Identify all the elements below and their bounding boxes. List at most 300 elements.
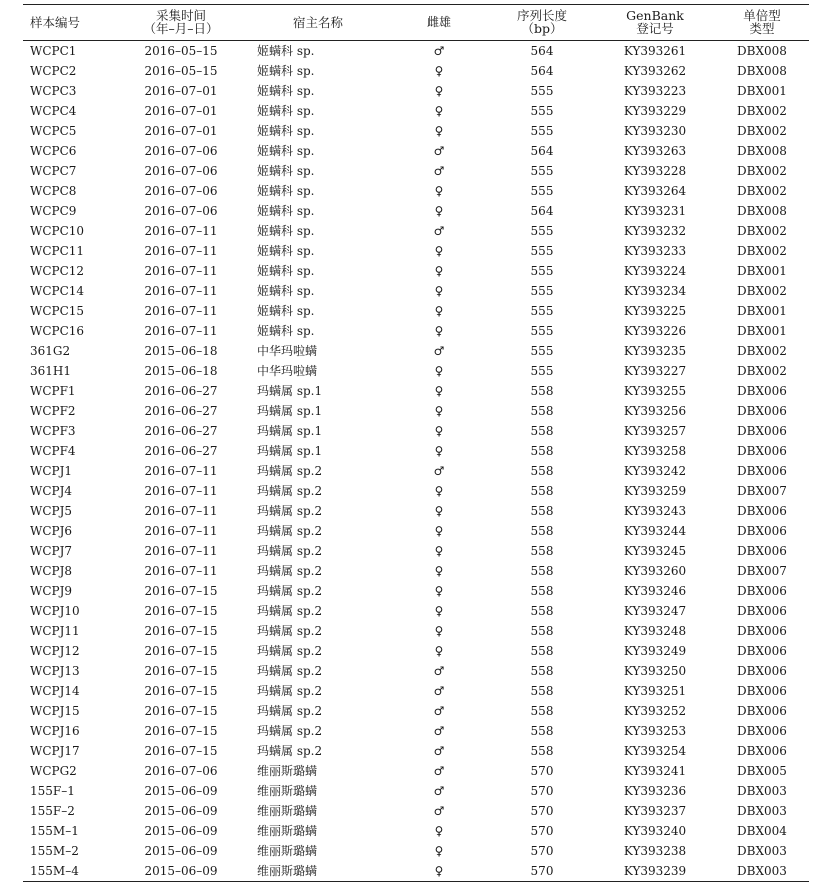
cell-sequence-length: 555 xyxy=(530,164,554,178)
cell-collection-date: 2016–07–01 xyxy=(144,104,218,118)
cell-sample-id: 155M–4 xyxy=(30,864,79,878)
table-row xyxy=(23,821,809,841)
cell-host-name: 中华玛啦螨 xyxy=(257,364,318,378)
cell-sequence-length: 555 xyxy=(530,324,554,338)
cell-sample-id: WCPF3 xyxy=(30,424,76,438)
cell-haplotype: DBX008 xyxy=(737,204,787,218)
cell-sex: ♀ xyxy=(434,264,444,278)
cell-sample-id: WCPJ12 xyxy=(30,644,80,658)
cell-sex: ♀ xyxy=(434,604,444,618)
cell-collection-date: 2016–07–15 xyxy=(144,664,218,678)
table-body xyxy=(23,41,809,882)
cell-sample-id: WCPF1 xyxy=(30,384,76,398)
table-row xyxy=(23,341,809,361)
cell-haplotype: DBX006 xyxy=(737,584,787,598)
cell-sequence-length: 558 xyxy=(530,464,554,478)
cell-sample-id: WCPG2 xyxy=(30,764,77,778)
cell-collection-date: 2016–07–06 xyxy=(144,144,218,158)
cell-collection-date: 2016–05–15 xyxy=(144,44,218,58)
cell-host-name: 玛螨属 sp.2 xyxy=(257,604,323,618)
cell-genbank-accession: KY393223 xyxy=(623,84,687,98)
table-row xyxy=(23,281,809,301)
cell-sex: ♀ xyxy=(434,564,444,578)
cell-sequence-length: 558 xyxy=(530,424,554,438)
cell-sex: ♀ xyxy=(434,204,444,218)
cell-sample-id: 155F–1 xyxy=(30,784,75,798)
cell-sex: ♀ xyxy=(434,304,444,318)
cell-haplotype: DBX008 xyxy=(737,44,787,58)
cell-sample-id: WCPC6 xyxy=(30,144,77,158)
table-row xyxy=(23,461,809,481)
header-collection-date: 采集时间 （年–月–日） xyxy=(143,8,219,36)
table-row xyxy=(23,541,809,561)
cell-haplotype: DBX006 xyxy=(737,704,787,718)
cell-sex: ♂ xyxy=(433,744,445,758)
table-row xyxy=(23,561,809,581)
cell-sex: ♀ xyxy=(434,284,444,298)
cell-sample-id: WCPC10 xyxy=(30,224,85,238)
table-row xyxy=(23,41,809,62)
cell-sex: ♂ xyxy=(433,144,445,158)
cell-sequence-length: 570 xyxy=(530,824,554,838)
cell-genbank-accession: KY393239 xyxy=(623,864,687,878)
cell-collection-date: 2016–07–01 xyxy=(144,124,218,138)
cell-haplotype: DBX006 xyxy=(737,524,787,538)
cell-haplotype: DBX002 xyxy=(737,184,787,198)
table-row xyxy=(23,601,809,621)
cell-genbank-accession: KY393264 xyxy=(623,184,687,198)
cell-host-name: 玛螨属 sp.2 xyxy=(257,544,323,558)
cell-haplotype: DBX001 xyxy=(737,264,787,278)
cell-sequence-length: 558 xyxy=(530,624,554,638)
cell-genbank-accession: KY393263 xyxy=(623,144,687,158)
cell-haplotype: DBX006 xyxy=(737,744,787,758)
cell-genbank-accession: KY393262 xyxy=(623,64,687,78)
cell-genbank-accession: KY393254 xyxy=(623,744,687,758)
cell-sequence-length: 558 xyxy=(530,684,554,698)
cell-sex: ♂ xyxy=(433,804,445,818)
cell-genbank-accession: KY393250 xyxy=(623,664,687,678)
table-row xyxy=(23,581,809,601)
cell-sex: ♀ xyxy=(434,624,444,638)
cell-genbank-accession: KY393231 xyxy=(623,204,687,218)
cell-sequence-length: 558 xyxy=(530,404,554,418)
table-row xyxy=(23,441,809,461)
cell-sex: ♀ xyxy=(434,644,444,658)
cell-haplotype: DBX003 xyxy=(737,804,787,818)
cell-host-name: 玛螨属 sp.2 xyxy=(257,724,323,738)
cell-sample-id: WCPC11 xyxy=(30,244,85,258)
cell-genbank-accession: KY393232 xyxy=(623,224,687,238)
cell-host-name: 姬螨科 sp. xyxy=(257,224,315,238)
cell-sequence-length: 555 xyxy=(530,104,554,118)
cell-genbank-accession: KY393229 xyxy=(623,104,687,118)
cell-host-name: 姬螨科 sp. xyxy=(257,324,315,338)
cell-sex: ♂ xyxy=(433,784,445,798)
cell-sex: ♂ xyxy=(433,464,445,478)
table-row xyxy=(23,381,809,401)
cell-host-name: 姬螨科 sp. xyxy=(257,104,315,118)
cell-host-name: 玛螨属 sp.1 xyxy=(257,424,323,438)
cell-sequence-length: 555 xyxy=(530,224,554,238)
cell-sequence-length: 570 xyxy=(530,804,554,818)
cell-genbank-accession: KY393242 xyxy=(623,464,687,478)
cell-collection-date: 2016–07–15 xyxy=(144,584,218,598)
cell-sample-id: 361G2 xyxy=(30,344,71,358)
cell-haplotype: DBX002 xyxy=(737,124,787,138)
cell-host-name: 姬螨科 sp. xyxy=(257,264,315,278)
table-row xyxy=(23,221,809,241)
cell-sex: ♂ xyxy=(433,224,445,238)
cell-haplotype: DBX006 xyxy=(737,544,787,558)
cell-genbank-accession: KY393243 xyxy=(623,504,687,518)
cell-haplotype: DBX002 xyxy=(737,284,787,298)
cell-genbank-accession: KY393241 xyxy=(623,764,687,778)
cell-collection-date: 2016–07–11 xyxy=(144,284,218,298)
cell-sequence-length: 564 xyxy=(530,144,554,158)
cell-sample-id: WCPC14 xyxy=(30,284,85,298)
cell-sample-id: WCPC16 xyxy=(30,324,85,338)
cell-host-name: 玛螨属 sp.2 xyxy=(257,684,323,698)
table-row xyxy=(23,641,809,661)
cell-haplotype: DBX006 xyxy=(737,504,787,518)
cell-collection-date: 2016–06–27 xyxy=(144,404,218,418)
cell-sex: ♀ xyxy=(434,424,444,438)
cell-sample-id: WCPJ8 xyxy=(30,564,73,578)
cell-haplotype: DBX006 xyxy=(737,384,787,398)
table-row xyxy=(23,321,809,341)
cell-host-name: 姬螨科 sp. xyxy=(257,124,315,138)
cell-genbank-accession: KY393236 xyxy=(623,784,687,798)
cell-genbank-accession: KY393235 xyxy=(623,344,687,358)
cell-genbank-accession: KY393230 xyxy=(623,124,687,138)
cell-sequence-length: 555 xyxy=(530,284,554,298)
cell-genbank-accession: KY393234 xyxy=(623,284,687,298)
table-row xyxy=(23,841,809,861)
cell-collection-date: 2016–07–06 xyxy=(144,204,218,218)
cell-host-name: 玛螨属 sp.2 xyxy=(257,644,323,658)
cell-genbank-accession: KY393228 xyxy=(623,164,687,178)
cell-sample-id: WCPJ4 xyxy=(30,484,73,498)
cell-collection-date: 2015–06–09 xyxy=(144,804,218,818)
cell-sample-id: WCPJ9 xyxy=(30,584,73,598)
cell-sequence-length: 570 xyxy=(530,844,554,858)
cell-sample-id: WCPC4 xyxy=(30,104,77,118)
cell-host-name: 玛螨属 sp.2 xyxy=(257,524,323,538)
cell-genbank-accession: KY393244 xyxy=(623,524,687,538)
cell-collection-date: 2016–07–01 xyxy=(144,84,218,98)
cell-sex: ♂ xyxy=(433,764,445,778)
cell-host-name: 玛螨属 sp.2 xyxy=(257,464,323,478)
table-row xyxy=(23,521,809,541)
table-row xyxy=(23,421,809,441)
cell-sample-id: WCPJ15 xyxy=(30,704,80,718)
cell-sequence-length: 558 xyxy=(530,484,554,498)
table-row xyxy=(23,241,809,261)
cell-collection-date: 2016–07–15 xyxy=(144,604,218,618)
cell-sex: ♀ xyxy=(434,104,444,118)
cell-sex: ♀ xyxy=(434,844,444,858)
table-row xyxy=(23,201,809,221)
cell-collection-date: 2016–07–15 xyxy=(144,624,218,638)
table-row xyxy=(23,761,809,781)
cell-sex: ♀ xyxy=(434,504,444,518)
cell-haplotype: DBX002 xyxy=(737,244,787,258)
cell-collection-date: 2016–07–11 xyxy=(144,224,218,238)
cell-host-name: 玛螨属 sp.2 xyxy=(257,664,323,678)
cell-genbank-accession: KY393233 xyxy=(623,244,687,258)
cell-host-name: 玛螨属 sp.1 xyxy=(257,404,323,418)
cell-host-name: 维丽斯璐螨 xyxy=(257,764,318,778)
cell-host-name: 维丽斯璐螨 xyxy=(257,804,318,818)
cell-host-name: 姬螨科 sp. xyxy=(257,284,315,298)
table-row xyxy=(23,141,809,161)
cell-sequence-length: 555 xyxy=(530,184,554,198)
cell-host-name: 姬螨科 sp. xyxy=(257,244,315,258)
cell-genbank-accession: KY393227 xyxy=(623,364,687,378)
cell-collection-date: 2016–07–11 xyxy=(144,564,218,578)
cell-sample-id: WCPC3 xyxy=(30,84,77,98)
header-sequence-length: 序列长度 （bp） xyxy=(516,8,567,36)
cell-genbank-accession: KY393247 xyxy=(623,604,687,618)
cell-genbank-accession: KY393245 xyxy=(623,544,687,558)
cell-sample-id: WCPF2 xyxy=(30,404,76,418)
cell-collection-date: 2016–07–06 xyxy=(144,764,218,778)
cell-sequence-length: 558 xyxy=(530,644,554,658)
cell-host-name: 玛螨属 sp.1 xyxy=(257,444,323,458)
cell-sample-id: 155F–2 xyxy=(30,804,75,818)
cell-genbank-accession: KY393261 xyxy=(623,44,687,58)
table-row xyxy=(23,681,809,701)
cell-host-name: 姬螨科 sp. xyxy=(257,164,315,178)
table-row xyxy=(23,781,809,801)
table-row xyxy=(23,481,809,501)
cell-collection-date: 2016–06–27 xyxy=(144,424,218,438)
cell-sample-id: WCPC2 xyxy=(30,64,77,78)
cell-genbank-accession: KY393252 xyxy=(623,704,687,718)
cell-genbank-accession: KY393258 xyxy=(623,444,687,458)
cell-genbank-accession: KY393259 xyxy=(623,484,687,498)
cell-haplotype: DBX006 xyxy=(737,684,787,698)
table-row xyxy=(23,261,809,281)
cell-sequence-length: 555 xyxy=(530,364,554,378)
cell-host-name: 姬螨科 sp. xyxy=(257,84,315,98)
cell-sex: ♀ xyxy=(434,384,444,398)
cell-haplotype: DBX006 xyxy=(737,404,787,418)
table-row xyxy=(23,801,809,821)
cell-collection-date: 2016–07–15 xyxy=(144,704,218,718)
cell-sex: ♂ xyxy=(433,44,445,58)
table-row xyxy=(23,401,809,421)
cell-sample-id: WCPJ11 xyxy=(30,624,80,638)
table-row xyxy=(23,701,809,721)
cell-sex: ♂ xyxy=(433,344,445,358)
cell-haplotype: DBX008 xyxy=(737,64,787,78)
header-genbank-accession: GenBank 登记号 xyxy=(626,8,684,36)
cell-sample-id: WCPC1 xyxy=(30,44,77,58)
cell-host-name: 维丽斯璐螨 xyxy=(257,824,318,838)
cell-sample-id: WCPC15 xyxy=(30,304,85,318)
cell-haplotype: DBX002 xyxy=(737,164,787,178)
cell-genbank-accession: KY393257 xyxy=(623,424,687,438)
table-row xyxy=(23,661,809,681)
cell-sample-id: 361H1 xyxy=(30,364,72,378)
cell-sample-id: WCPJ13 xyxy=(30,664,80,678)
cell-sequence-length: 564 xyxy=(530,204,554,218)
cell-haplotype: DBX008 xyxy=(737,144,787,158)
cell-sex: ♀ xyxy=(434,544,444,558)
cell-collection-date: 2016–07–11 xyxy=(144,304,218,318)
cell-genbank-accession: KY393226 xyxy=(623,324,687,338)
cell-sequence-length: 558 xyxy=(530,564,554,578)
cell-sequence-length: 558 xyxy=(530,664,554,678)
table-row xyxy=(23,181,809,201)
cell-collection-date: 2015–06–18 xyxy=(144,364,218,378)
cell-collection-date: 2016–07–11 xyxy=(144,524,218,538)
header-host-name: 宿主名称 xyxy=(292,14,343,30)
cell-collection-date: 2016–07–06 xyxy=(144,184,218,198)
cell-genbank-accession: KY393260 xyxy=(623,564,687,578)
cell-haplotype: DBX003 xyxy=(737,864,787,878)
cell-sequence-length: 558 xyxy=(530,444,554,458)
cell-sex: ♂ xyxy=(433,684,445,698)
cell-host-name: 姬螨科 sp. xyxy=(257,44,315,58)
cell-sex: ♀ xyxy=(434,364,444,378)
cell-haplotype: DBX001 xyxy=(737,324,787,338)
cell-collection-date: 2016–07–15 xyxy=(144,684,218,698)
cell-genbank-accession: KY393249 xyxy=(623,644,687,658)
cell-sequence-length: 570 xyxy=(530,784,554,798)
cell-haplotype: DBX003 xyxy=(737,784,787,798)
cell-haplotype: DBX006 xyxy=(737,644,787,658)
cell-haplotype: DBX006 xyxy=(737,464,787,478)
table-row xyxy=(23,121,809,141)
cell-collection-date: 2016–07–11 xyxy=(144,264,218,278)
cell-collection-date: 2016–07–11 xyxy=(144,464,218,478)
cell-sample-id: WCPJ16 xyxy=(30,724,80,738)
cell-sex: ♀ xyxy=(434,84,444,98)
cell-genbank-accession: KY393246 xyxy=(623,584,687,598)
cell-genbank-accession: KY393238 xyxy=(623,844,687,858)
cell-host-name: 维丽斯璐螨 xyxy=(257,864,318,878)
cell-host-name: 玛螨属 sp.1 xyxy=(257,384,323,398)
cell-sequence-length: 555 xyxy=(530,124,554,138)
table-row xyxy=(23,61,809,81)
cell-sex: ♀ xyxy=(434,244,444,258)
cell-host-name: 维丽斯璐螨 xyxy=(257,784,318,798)
cell-sequence-length: 558 xyxy=(530,504,554,518)
cell-sex: ♀ xyxy=(434,444,444,458)
cell-genbank-accession: KY393256 xyxy=(623,404,687,418)
cell-haplotype: DBX002 xyxy=(737,104,787,118)
cell-sequence-length: 558 xyxy=(530,724,554,738)
cell-sample-id: WCPC9 xyxy=(30,204,77,218)
cell-host-name: 维丽斯璐螨 xyxy=(257,844,318,858)
table-header xyxy=(23,5,809,41)
cell-sequence-length: 564 xyxy=(530,44,554,58)
cell-collection-date: 2016–07–11 xyxy=(144,504,218,518)
cell-sequence-length: 558 xyxy=(530,384,554,398)
table-row xyxy=(23,501,809,521)
cell-sequence-length: 558 xyxy=(530,744,554,758)
cell-collection-date: 2016–05–15 xyxy=(144,64,218,78)
cell-sex: ♀ xyxy=(434,524,444,538)
cell-sex: ♀ xyxy=(434,584,444,598)
cell-haplotype: DBX006 xyxy=(737,444,787,458)
cell-sample-id: WCPC7 xyxy=(30,164,77,178)
specimen-table-container xyxy=(23,4,809,882)
cell-sample-id: 155M–2 xyxy=(30,844,79,858)
cell-haplotype: DBX006 xyxy=(737,424,787,438)
cell-host-name: 玛螨属 sp.2 xyxy=(257,584,323,598)
cell-sex: ♀ xyxy=(434,824,444,838)
cell-sequence-length: 555 xyxy=(530,344,554,358)
specimen-table xyxy=(23,5,809,881)
header-haplotype: 单倍型 类型 xyxy=(743,8,781,36)
cell-collection-date: 2016–07–11 xyxy=(144,544,218,558)
cell-collection-date: 2016–07–11 xyxy=(144,324,218,338)
cell-collection-date: 2015–06–09 xyxy=(144,864,218,878)
table-row xyxy=(23,361,809,381)
cell-collection-date: 2016–06–27 xyxy=(144,444,218,458)
cell-sequence-length: 558 xyxy=(530,524,554,538)
cell-host-name: 姬螨科 sp. xyxy=(257,204,315,218)
cell-sequence-length: 558 xyxy=(530,584,554,598)
cell-haplotype: DBX006 xyxy=(737,604,787,618)
cell-host-name: 玛螨属 sp.2 xyxy=(257,744,323,758)
cell-host-name: 姬螨科 sp. xyxy=(257,64,315,78)
table-row xyxy=(23,81,809,101)
cell-sequence-length: 555 xyxy=(530,84,554,98)
cell-sequence-length: 558 xyxy=(530,704,554,718)
cell-sex: ♀ xyxy=(434,184,444,198)
header-sample-id: 样本编号 xyxy=(30,14,81,30)
cell-collection-date: 2015–06–09 xyxy=(144,784,218,798)
cell-collection-date: 2015–06–18 xyxy=(144,344,218,358)
cell-sample-id: WCPJ10 xyxy=(30,604,80,618)
cell-sequence-length: 564 xyxy=(530,64,554,78)
cell-sex: ♀ xyxy=(434,64,444,78)
cell-haplotype: DBX006 xyxy=(737,624,787,638)
cell-sequence-length: 555 xyxy=(530,264,554,278)
table-row xyxy=(23,101,809,121)
cell-sex: ♂ xyxy=(433,664,445,678)
cell-haplotype: DBX007 xyxy=(737,564,787,578)
cell-haplotype: DBX005 xyxy=(737,764,787,778)
cell-host-name: 中华玛啦螨 xyxy=(257,344,318,358)
cell-haplotype: DBX001 xyxy=(737,304,787,318)
cell-sample-id: WCPJ17 xyxy=(30,744,80,758)
cell-sequence-length: 570 xyxy=(530,864,554,878)
table-row xyxy=(23,741,809,761)
cell-genbank-accession: KY393240 xyxy=(623,824,687,838)
cell-collection-date: 2016–07–15 xyxy=(144,724,218,738)
cell-host-name: 姬螨科 sp. xyxy=(257,144,315,158)
cell-haplotype: DBX002 xyxy=(737,364,787,378)
cell-collection-date: 2015–06–09 xyxy=(144,844,218,858)
table-row xyxy=(23,301,809,321)
cell-genbank-accession: KY393251 xyxy=(623,684,687,698)
table-bottom-rule xyxy=(23,881,809,882)
cell-sequence-length: 558 xyxy=(530,544,554,558)
cell-haplotype: DBX002 xyxy=(737,224,787,238)
cell-sample-id: WCPJ7 xyxy=(30,544,73,558)
cell-collection-date: 2016–07–11 xyxy=(144,244,218,258)
cell-sequence-length: 558 xyxy=(530,604,554,618)
cell-haplotype: DBX001 xyxy=(737,84,787,98)
table-row xyxy=(23,621,809,641)
cell-sample-id: WCPC12 xyxy=(30,264,85,278)
